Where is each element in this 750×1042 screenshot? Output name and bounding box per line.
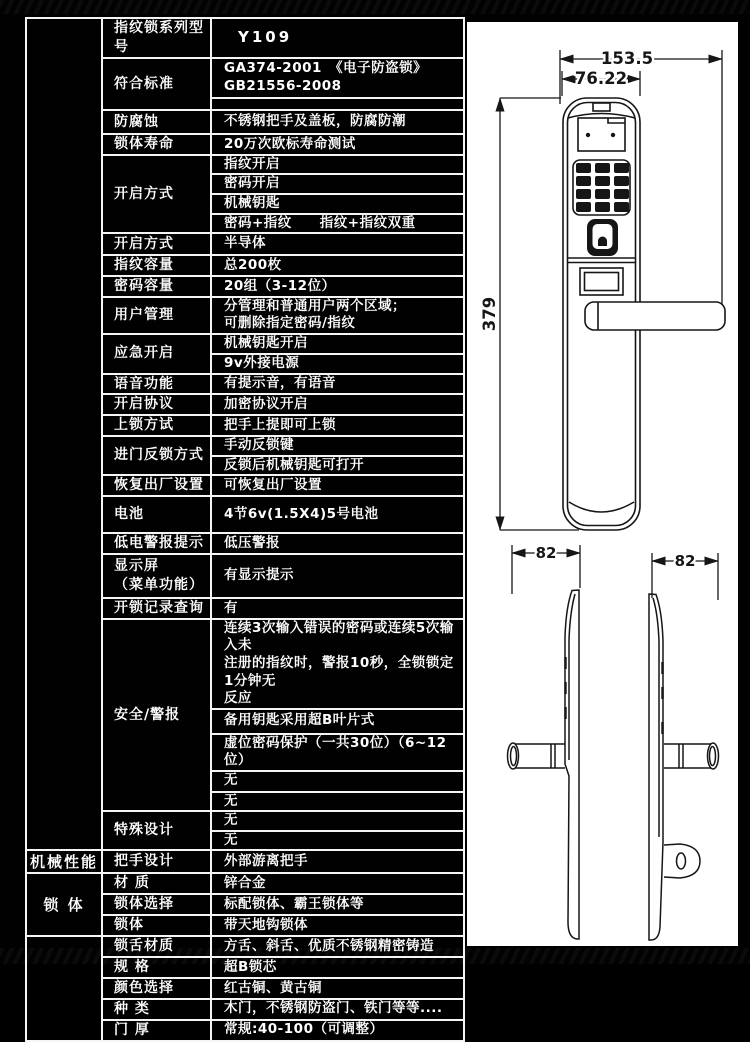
spec-value: 标配锁体、霸王锁体等: [211, 894, 464, 915]
spec-label: 特殊设计: [102, 811, 211, 850]
spec-value: 无: [211, 831, 464, 851]
door-handle: [585, 302, 725, 330]
spec-label: 颜色选择: [102, 978, 211, 999]
spec-label: 材 质: [102, 873, 211, 894]
spec-label: 门 厚: [102, 1020, 211, 1041]
spec-label: 锁舌材质: [102, 936, 211, 957]
background-texture-top: [0, 0, 750, 14]
spec-label: 指纹锁系列型号: [102, 18, 211, 58]
spec-value: 20组（3-12位）: [211, 276, 464, 297]
spec-label: 安全/警报: [102, 619, 211, 811]
spec-value: 有: [211, 598, 464, 619]
spec-value: 常规:40-100（可调整）: [211, 1020, 464, 1041]
spec-value: 密码+指纹 指纹+指纹双重: [211, 214, 464, 234]
spec-value: [211, 98, 464, 110]
spec-label: 规 格: [102, 957, 211, 978]
spec-value: 虚位密码保护（一共30位）（6~12位）: [211, 734, 464, 771]
spec-value: 超B锁芯: [211, 957, 464, 978]
section-label: [26, 936, 102, 1040]
side-view-left-drawing: [508, 544, 581, 939]
spec-label: 电池: [102, 496, 211, 533]
spec-label: 低电警报提示: [102, 533, 211, 554]
spec-value: 备用钥匙采用超B叶片式: [211, 709, 464, 734]
spec-value: 分管理和普通用户两个区域； 可删除指定密码/指纹: [211, 297, 464, 334]
spec-value: 带天地钩锁体: [211, 915, 464, 936]
side-handle-right: [664, 743, 719, 769]
dim-label-side-left: 82: [535, 544, 557, 562]
spec-value: 加密协议开启: [211, 394, 464, 415]
spec-value: 方舌、斜舌、优质不锈钢精密铸造: [211, 936, 464, 957]
section-label: [26, 18, 102, 850]
spec-value: 不锈钢把手及盖板，防腐防潮: [211, 110, 464, 134]
spec-value: 有提示音，有语音: [211, 374, 464, 395]
spec-label: 显示屏 （菜单功能）: [102, 554, 211, 598]
lock-dimension-drawing: [467, 22, 738, 946]
side-handle-left: [508, 743, 566, 769]
spec-value: Y109: [211, 18, 464, 58]
spec-table: [25, 17, 465, 1042]
spec-value: 木门，不锈钢防盗门、铁门等等....: [211, 999, 464, 1020]
spec-label: 锁体寿命: [102, 134, 211, 155]
dim-label-height: 379: [480, 296, 499, 332]
spec-label: 开锁记录查询: [102, 598, 211, 619]
spec-label: 开启方式: [102, 155, 211, 233]
spec-label: 把手设计: [102, 850, 211, 873]
dim-label-side-right: 82: [674, 552, 696, 570]
spec-label: 种 类: [102, 999, 211, 1020]
spec-label: 开启协议: [102, 394, 211, 415]
spec-value: GA374-2001 《电子防盗锁》 GB21556-2008: [211, 58, 464, 98]
spec-value: 机械钥匙: [211, 194, 464, 214]
spec-label: 开启方式: [102, 233, 211, 255]
spec-value: 总200枚: [211, 255, 464, 276]
spec-row: [26, 936, 464, 957]
spec-value: 密码开启: [211, 174, 464, 194]
spec-value: 无: [211, 811, 464, 831]
dim-label-body-width: 76.22: [574, 69, 628, 88]
spec-label: 进门反锁方式: [102, 436, 211, 475]
spec-value: 无: [211, 792, 464, 812]
spec-label: 防腐蚀: [102, 110, 211, 134]
spec-label: 锁体: [102, 915, 211, 936]
spec-label: 用户管理: [102, 297, 211, 334]
spec-value: 20万次欧标寿命测试: [211, 134, 464, 155]
spec-value: 9v外接电源: [211, 354, 464, 374]
spec-value: 半导体: [211, 233, 464, 255]
spec-value: 4节6v(1.5X4)5号电池: [211, 496, 464, 533]
dim-label-total-width: 153.5: [600, 49, 654, 68]
spec-value: 有显示提示: [211, 554, 464, 598]
spec-row: [26, 850, 464, 873]
technical-drawing-panel: [467, 22, 738, 946]
spec-label: 符合标准: [102, 58, 211, 110]
spec-value: 连续3次输入错误的密码或连续5次输入未 注册的指纹时，警报10秒，全锁锁定1分钟无 反应: [211, 619, 464, 709]
cylinder-knob: [664, 844, 700, 878]
spec-label: 锁体选择: [102, 894, 211, 915]
spec-value: 可恢复出厂设置: [211, 475, 464, 496]
side-view-right-drawing: [649, 552, 719, 940]
spec-label: 上锁方试: [102, 415, 211, 436]
spec-value: 指纹开启: [211, 155, 464, 175]
spec-value: 机械钥匙开启: [211, 334, 464, 354]
spec-value: 把手上提即可上锁: [211, 415, 464, 436]
spec-value: 反锁后机械钥匙可打开: [211, 456, 464, 476]
spec-label: 指纹容量: [102, 255, 211, 276]
spec-row: [26, 873, 464, 894]
spec-label: 应急开启: [102, 334, 211, 374]
spec-value: 低压警报: [211, 533, 464, 554]
section-label: 锁 体: [26, 873, 102, 936]
fingerprint-reader: [587, 219, 618, 256]
section-label: 机械性能: [26, 850, 102, 873]
spec-value: 红古铜、黄古铜: [211, 978, 464, 999]
spec-row: [26, 18, 464, 58]
front-view-drawing: [480, 49, 725, 530]
spec-value: 无: [211, 771, 464, 792]
spec-label: 语音功能: [102, 374, 211, 395]
spec-value: 手动反锁键: [211, 436, 464, 456]
spec-label: 恢复出厂设置: [102, 475, 211, 496]
spec-label: 密码容量: [102, 276, 211, 297]
spec-value: 外部游离把手: [211, 850, 464, 873]
spec-value: 锌合金: [211, 873, 464, 894]
